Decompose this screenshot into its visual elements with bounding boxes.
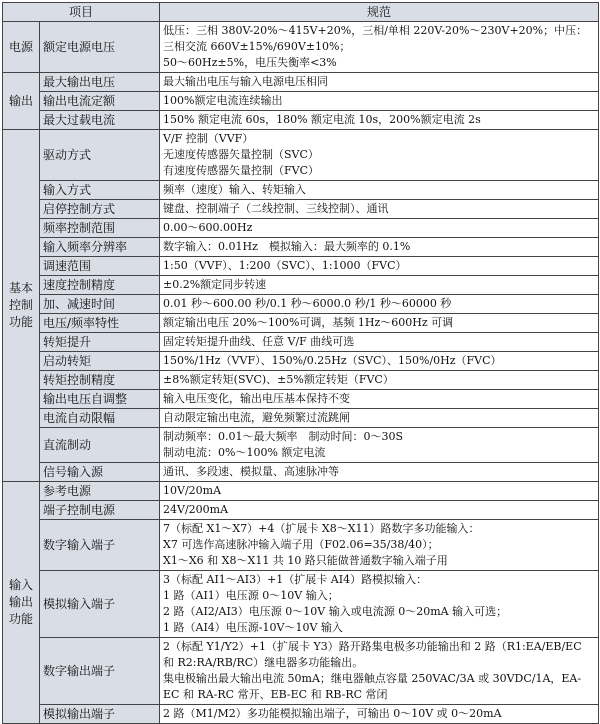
item-cell: 最大输出电压 xyxy=(40,73,160,92)
spec-cell xyxy=(160,219,599,238)
table-row xyxy=(3,238,599,257)
spec-cell xyxy=(160,238,599,257)
header-spec: 规范 xyxy=(160,3,599,22)
table-row xyxy=(3,409,599,428)
spec-line: 2（标配 Y1/Y2）+1（扩展卡 Y3）路开路集电极多功能输出和 2 路（R1:EA/EB/EC xyxy=(163,640,582,653)
table-row xyxy=(3,219,599,238)
table-row xyxy=(3,390,599,409)
spec-line: 1 路（AI4）电压源-10V～10V 输入 xyxy=(163,621,343,634)
table-row xyxy=(3,520,599,571)
item-cell: 电流自动限幅 xyxy=(40,409,160,428)
item-cell: 信号输入源 xyxy=(40,463,160,482)
spec-line: 三相交流 660V±15%/690V±10%； xyxy=(163,40,351,53)
item-cell: 最大过载电流 xyxy=(40,111,160,130)
spec-cell xyxy=(160,501,599,520)
item-cell: 频率控制范围 xyxy=(40,219,160,238)
spec-line: 数字输入：0.01Hz 模拟输入：最大频率的 0.1% xyxy=(163,240,411,253)
table-row xyxy=(3,463,599,482)
spec-line: 低压：三相 380V-20%～415V+20%，三相/单相 220V-20%～230V+20%；中压： xyxy=(163,24,588,37)
table-row xyxy=(3,130,599,181)
table-row xyxy=(3,314,599,333)
table-row xyxy=(3,276,599,295)
table-row xyxy=(3,482,599,501)
table-row xyxy=(3,705,599,724)
table-row xyxy=(3,295,599,314)
spec-cell xyxy=(160,22,599,73)
spec-line: 150%/1Hz（VVF）、150%/0.25Hz（SVC）、150%/0Hz（FVC） xyxy=(163,354,502,367)
spec-cell xyxy=(160,371,599,390)
spec-cell xyxy=(160,638,599,705)
item-cell: 转矩控制精度 xyxy=(40,371,160,390)
spec-line: 10V/20mA xyxy=(163,484,222,497)
spec-line: 50～60Hz±5%，电压失衡率<3% xyxy=(163,56,337,69)
spec-cell xyxy=(160,482,599,501)
header-item: 项目 xyxy=(3,3,160,22)
table-row xyxy=(3,571,599,638)
item-cell: 启动转矩 xyxy=(40,352,160,371)
spec-line: 制动频率：0.01～最大频率 制动时间：0～30S xyxy=(163,430,404,443)
item-cell: 电压/频率特性 xyxy=(40,314,160,333)
spec-line: 键盘、控制端子（二线控制、三线控制）、通讯 xyxy=(163,202,389,215)
spec-line: 频率（速度）输入、转矩输入 xyxy=(163,183,307,196)
item-cell: 数字输出端子 xyxy=(40,638,160,705)
item-cell: 数字输入端子 xyxy=(40,520,160,571)
spec-line: 制动电流：0%～100% 额定电流 xyxy=(163,446,326,459)
table-row xyxy=(3,92,599,111)
spec-line: 和 R2:RA/RB/RC）继电器多功能输出。 xyxy=(163,656,364,669)
spec-line: X7 可选作高速脉冲输入端子用（F02.06=35/38/40）； xyxy=(163,538,439,551)
item-cell: 额定电源电压 xyxy=(40,22,160,73)
spec-line: 固定转矩提升曲线、任意 V/F 曲线可选 xyxy=(163,335,355,348)
spec-cell xyxy=(160,181,599,200)
spec-cell xyxy=(160,295,599,314)
category-cell: 基本控制功能 xyxy=(3,130,40,482)
spec-cell xyxy=(160,520,599,571)
spec-line: 2 路（AI2/AI3）电压源 0～10V 输入或电流源 0～20mA 输入可选； xyxy=(163,605,508,618)
spec-cell xyxy=(160,257,599,276)
item-cell: 调速范围 xyxy=(40,257,160,276)
category-cell: 输入输出功能 xyxy=(3,482,40,724)
item-cell: 转矩提升 xyxy=(40,333,160,352)
table-row xyxy=(3,638,599,705)
table-row xyxy=(3,501,599,520)
spec-cell xyxy=(160,130,599,181)
spec-cell xyxy=(160,276,599,295)
item-cell: 模拟输出端子 xyxy=(40,705,160,724)
spec-line: 通讯、多段速、模拟量、高速脉冲等 xyxy=(163,465,340,478)
spec-line: 24V/200mA xyxy=(163,503,229,516)
item-cell: 速度控制精度 xyxy=(40,276,160,295)
spec-cell xyxy=(160,428,599,463)
spec-table xyxy=(2,2,599,724)
spec-cell xyxy=(160,352,599,371)
spec-cell xyxy=(160,314,599,333)
spec-line: 0.01 秒～600.00 秒/0.1 秒～6000.0 秒/1 秒～60000 秒 xyxy=(163,297,452,310)
table-row xyxy=(3,73,599,92)
table-row xyxy=(3,333,599,352)
item-cell: 驱动方式 xyxy=(40,130,160,181)
spec-line: 1:50（VVF）、1:200（SVC）、1:1000（FVC） xyxy=(163,259,407,272)
spec-cell xyxy=(160,92,599,111)
item-cell: 启停控制方式 xyxy=(40,200,160,219)
spec-line: 1 路（AI1）电压源 0～10V 输入； xyxy=(163,589,339,602)
spec-line: 最大输出电压与输入电源电压相同 xyxy=(163,75,329,88)
spec-cell xyxy=(160,705,599,724)
spec-line: 100%额定电流连续输出 xyxy=(163,94,283,107)
spec-cell xyxy=(160,200,599,219)
item-cell: 参考电源 xyxy=(40,482,160,501)
spec-line: 3（标配 AI1～AI3）+1（扩展卡 AI4）路模拟输入： xyxy=(163,573,428,586)
item-cell: 输出电压自调整 xyxy=(40,390,160,409)
item-cell: 输入频率分辨率 xyxy=(40,238,160,257)
spec-line: 7（标配 X1～X7）+4（扩展卡 X8～X11）路数字多功能输入： xyxy=(163,522,480,535)
spec-line: ±0.2%额定同步转速 xyxy=(163,278,267,291)
spec-line: 0.00～600.00Hz xyxy=(163,221,253,234)
spec-line: 额定输出电压 20%～100%可调，基频 1Hz～600Hz 可调 xyxy=(163,316,454,329)
header-row xyxy=(3,3,599,22)
table-row xyxy=(3,257,599,276)
table-row xyxy=(3,181,599,200)
category-cell: 输出 xyxy=(3,73,40,130)
spec-cell xyxy=(160,463,599,482)
item-cell: 加、减速时间 xyxy=(40,295,160,314)
item-cell: 输入方式 xyxy=(40,181,160,200)
spec-cell xyxy=(160,111,599,130)
spec-line: X1～X6 和 X8～X11 共 10 路只能做普通数字输入端子用 xyxy=(163,554,448,567)
spec-line: V/F 控制（VVF） xyxy=(163,132,254,145)
spec-line: ±8%额定转矩(SVC)、±5%额定转矩（FVC） xyxy=(163,373,394,386)
spec-cell xyxy=(160,390,599,409)
spec-cell xyxy=(160,571,599,638)
spec-line: EC 和 RA-RC 常开、EB-EC 和 RB-RC 常闭 xyxy=(163,688,388,701)
table-row xyxy=(3,352,599,371)
spec-line: 集电极输出最大输出电流 50mA；继电器触点容量 250VAC/3A 或 30VDC/1A，EA- xyxy=(163,672,582,685)
spec-line: 自动限定输出电流，避免频繁过流跳闸 xyxy=(163,411,351,424)
table-row xyxy=(3,111,599,130)
spec-line: 有速度传感器矢量控制（FVC） xyxy=(163,164,320,177)
item-cell: 输出电流定额 xyxy=(40,92,160,111)
spec-line: 输入电压变化，输出电压基本保持不变 xyxy=(163,392,351,405)
category-cell: 电源 xyxy=(3,22,40,73)
spec-line: 无速度传感器矢量控制（SVC） xyxy=(163,148,319,161)
spec-line: 150% 额定电流 60s，180% 额定电流 10s，200%额定电流 2s xyxy=(163,113,481,126)
item-cell: 模拟输入端子 xyxy=(40,571,160,638)
table-row xyxy=(3,371,599,390)
spec-cell xyxy=(160,333,599,352)
spec-line: 2 路（M1/M2）多功能模拟输出端子，可输出 0～10V 或 0～20mA xyxy=(163,707,502,720)
spec-body xyxy=(3,22,599,724)
table-row xyxy=(3,22,599,73)
table-row xyxy=(3,428,599,463)
item-cell: 直流制动 xyxy=(40,428,160,463)
item-cell: 端子控制电源 xyxy=(40,501,160,520)
table-row xyxy=(3,200,599,219)
spec-cell xyxy=(160,73,599,92)
spec-cell xyxy=(160,409,599,428)
